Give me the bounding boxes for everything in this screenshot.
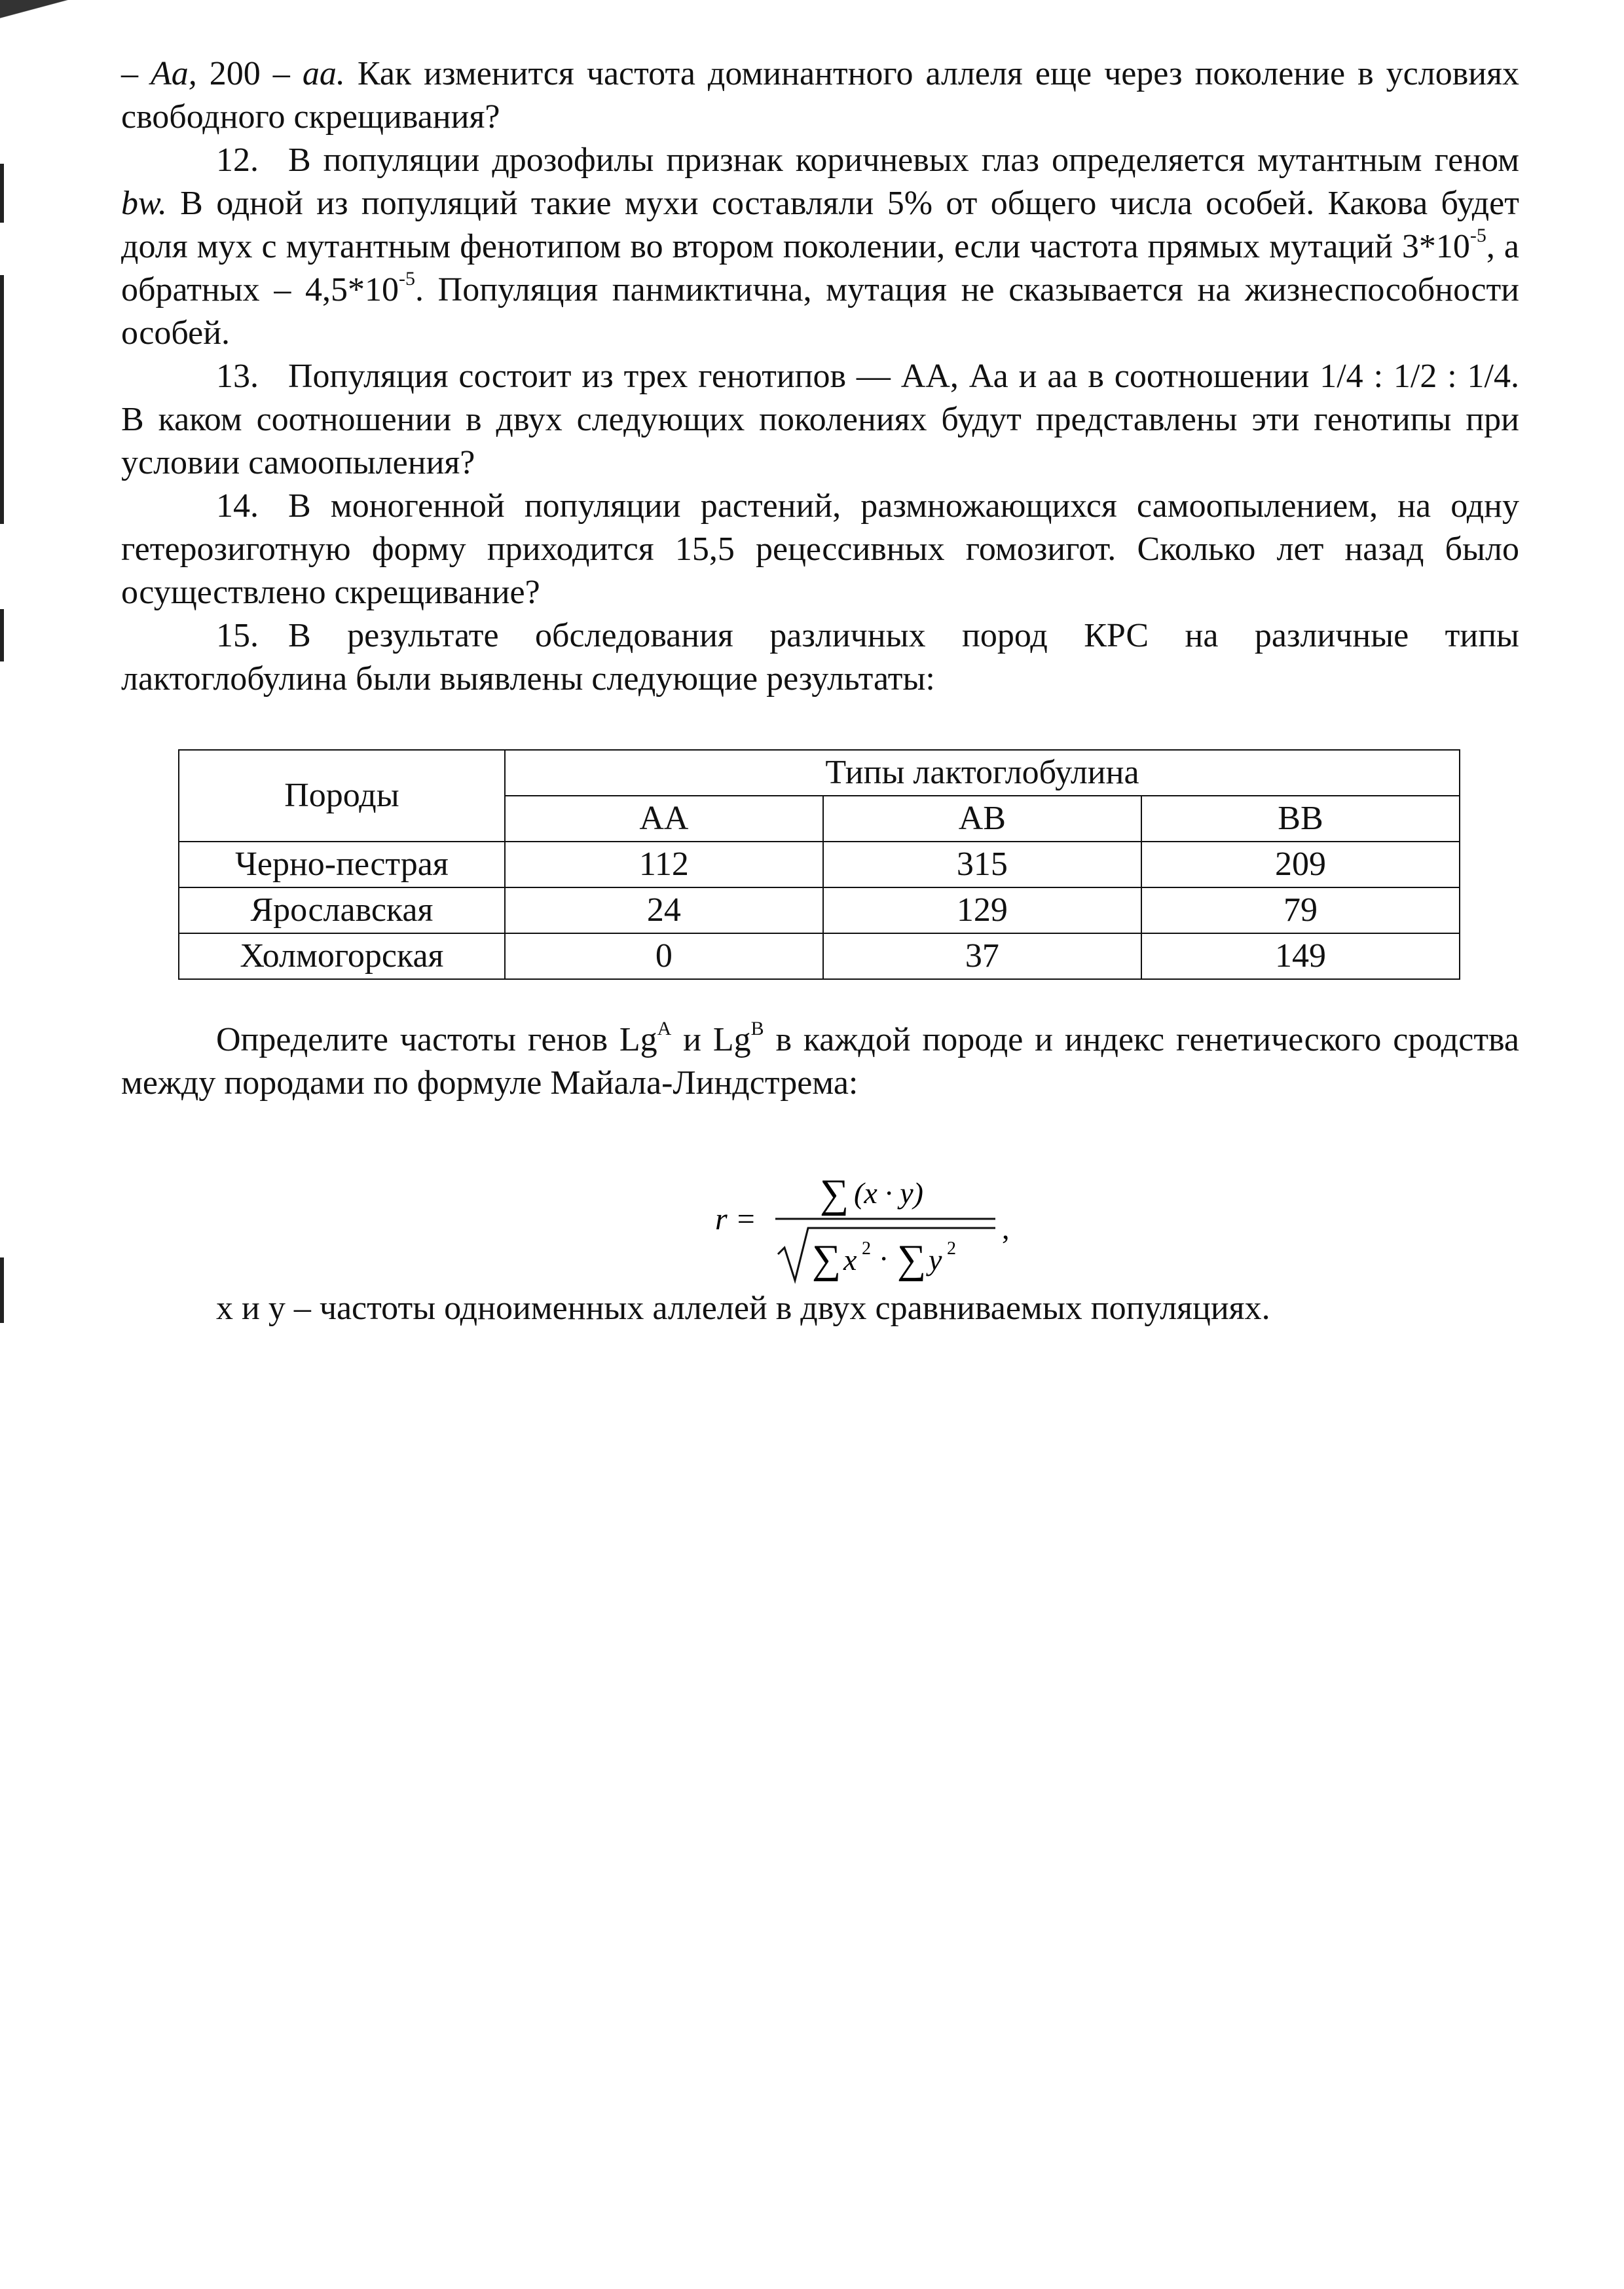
multiply-dot: · [879, 1242, 889, 1275]
problem-12 [121, 139, 1519, 355]
variable-y: y [929, 1243, 942, 1276]
formula-comma: , [1002, 1212, 1010, 1245]
header-type-bb: ВВ [1141, 796, 1460, 842]
problem-number: 15. [216, 617, 259, 654]
formula-numerator: (x · y) [854, 1176, 923, 1210]
task-text: в каждой породе и индекс генетического сродства между породами по формуле Майала-Линдстрема: [121, 1021, 1519, 1102]
problem-text: В одной из популяций такие мухи составляли 5% от общего числа особей. Какова будет доля мух с мутантным фенотипом во втором поколении, если частота прямых мутаций 3*10 [121, 185, 1519, 265]
mayala-lindstrem-formula [707, 1156, 1074, 1293]
problem-text: В популяции дрозофилы признак коричневых глаз определяется мутантным геном [288, 141, 1519, 179]
sum-symbol: ∑ [820, 1172, 849, 1216]
problem-text: Популяция состоит из трех генотипов — АА, Аа и аа в соотношении 1/4 : 1/2 : 1/4. В каком соотношении в двух следующих поколениях будут представлены эти генотипы при условии самоопыления? [121, 358, 1519, 481]
problem-number: 12. [216, 141, 259, 179]
value-cell: 209 [1141, 842, 1460, 887]
problem-14 [121, 485, 1519, 614]
problem-text-block [121, 52, 1519, 701]
scan-edge-mark [0, 275, 4, 524]
square-exponent: 2 [947, 1238, 956, 1259]
paragraph-intro [121, 52, 1519, 139]
scan-corner-artifact [0, 0, 124, 26]
breed-cell: Черно-пестрая [179, 842, 505, 887]
value-cell: 0 [505, 933, 823, 979]
sum-symbol: ∑ [897, 1237, 927, 1282]
problem-text: , а обратных – 4,5*10 [121, 228, 1519, 308]
lactoglobulin-table [178, 749, 1460, 980]
value-cell: 315 [823, 842, 1141, 887]
breed-cell: Холмогорская [179, 933, 505, 979]
value-cell: 24 [505, 887, 823, 933]
problem-text: В результате обследования различных пород КРС на различные типы лактоглобулина были выявлены следующие результаты: [121, 617, 1519, 698]
header-types: Типы лактоглобулина [505, 750, 1460, 796]
sum-symbol: ∑ [812, 1237, 841, 1282]
exponent: -5 [1469, 224, 1486, 246]
value-cell: 149 [1141, 933, 1460, 979]
header-breed: Породы [179, 750, 505, 842]
gene-name: bw. [121, 185, 167, 222]
scan-edge-mark [0, 609, 4, 661]
scan-edge-mark [0, 164, 4, 223]
problem-text: В моногенной популяции растений, размножающихся самоопылением, на одну гетерозиготную форму приходится 15,5 рецессивных гомозигот. Сколько лет назад было осуществлено скрещивание? [121, 487, 1519, 611]
problem-text: . Популяция панмиктична, мутация не сказывается на жизнеспособности особей. [121, 271, 1520, 352]
variable-explanation: x и y – частоты одноименных аллелей в двух сравниваемых популяциях. [216, 1290, 1270, 1327]
genotype-italic: aa. [302, 55, 345, 92]
allele-superscript: A [657, 1017, 672, 1039]
allele-superscript: B [750, 1017, 764, 1039]
table-row [179, 933, 1460, 979]
problem-number: 14. [216, 487, 259, 525]
task-paragraph [121, 1018, 1519, 1105]
table-row [179, 842, 1460, 887]
square-exponent: 2 [862, 1238, 871, 1259]
exponent: -5 [399, 267, 415, 289]
header-type-aa: АА [505, 796, 823, 842]
value-cell: 129 [823, 887, 1141, 933]
text-fragment: Как изменится частота доминантного аллеля еще через поколение в условиях свободного скрещивания? [121, 55, 1520, 136]
problem-13 [121, 355, 1519, 485]
variable-x: x [843, 1243, 857, 1276]
problem-number: 13. [216, 358, 259, 395]
task-text-block [121, 1018, 1519, 1105]
header-type-ab: АВ [823, 796, 1141, 842]
value-cell: 79 [1141, 887, 1460, 933]
value-cell: 112 [505, 842, 823, 887]
genotype-italic: Aa, [151, 55, 197, 92]
table-row [179, 887, 1460, 933]
scan-edge-mark [0, 1257, 4, 1323]
task-text: Определите частоты генов Lg [216, 1021, 657, 1058]
value-cell: 37 [823, 933, 1141, 979]
problem-15 [121, 614, 1519, 701]
text-fragment: 200 – [196, 55, 303, 92]
task-text: и Lg [671, 1021, 751, 1058]
breed-cell: Ярославская [179, 887, 505, 933]
table-header-row [179, 750, 1460, 796]
text-fragment: – [121, 55, 151, 92]
formula-lhs: r = [715, 1202, 757, 1237]
